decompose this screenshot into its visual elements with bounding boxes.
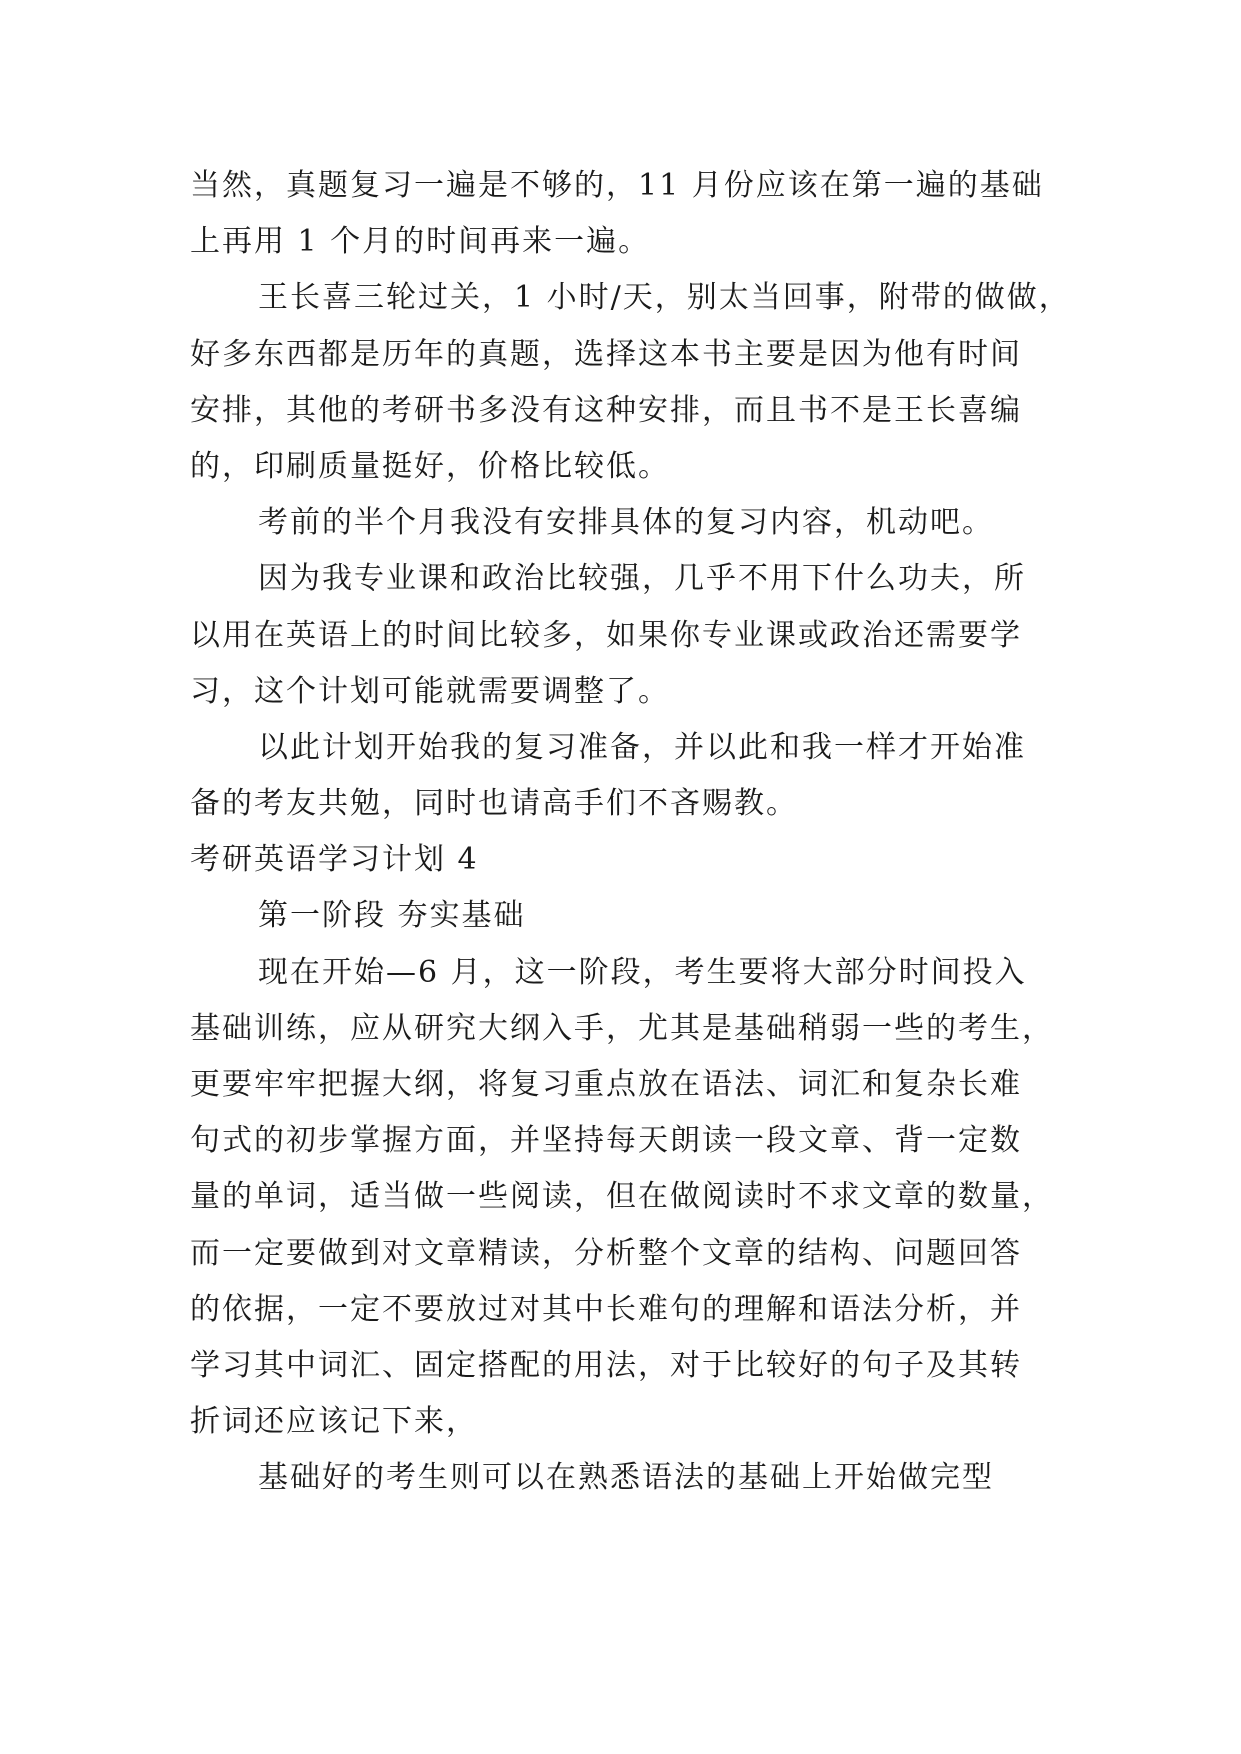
text-line: 习，这个计划可能就需要调整了。 <box>190 673 670 709</box>
text-line: 的，印刷质量挺好，价格比较低。 <box>190 448 670 484</box>
text-line: 更要牢牢把握大纲，将复习重点放在语法、词汇和复杂长难 <box>190 1067 1022 1102</box>
text-line: 句式的初步掌握方面，并坚持每天朗读一段文章、背一定数 <box>190 1123 1022 1159</box>
text-line: 量的单词，适当做一些阅读，但在做阅读时不求文章的数量， <box>190 1179 1054 1215</box>
text-line: 基础训练，应从研究大纲入手，尤其是基础稍弱一些的考生， <box>190 1010 1054 1046</box>
text-line: 学习其中词汇、固定搭配的用法，对于比较好的句子及其转 <box>190 1347 1022 1383</box>
text-line: 上再用 1 个月的时间再来一遍。 <box>190 224 651 260</box>
paragraph-start-line: 基础好的考生则可以在熟悉语法的基础上开始做完型 <box>258 1460 994 1496</box>
text-line: 好多东西都是历年的真题，选择这本书主要是因为他有时间 <box>190 336 1022 372</box>
text-line: 折词还应该记下来， <box>190 1404 478 1440</box>
text-line: 安排，其他的考研书多没有这种安排，而且书不是王长喜编 <box>190 392 1022 428</box>
text-line: 而一定要做到对文章精读，分析整个文章的结构、问题回答 <box>190 1235 1022 1271</box>
document-body <box>190 158 1090 1507</box>
paragraph-start-line: 以此计划开始我的复习准备，并以此和我一样才开始准 <box>258 729 1026 765</box>
paragraph-start-line: 因为我专业课和政治比较强，几乎不用下什么功夫，所 <box>258 561 1026 597</box>
text-line: 备的考友共勉，同时也请高手们不吝赐教。 <box>190 786 798 822</box>
section-heading: 考研英语学习计划 4 <box>190 842 479 878</box>
paragraph-start-line: 现在开始—6 月，这一阶段，考生要将大部分时间投入 <box>258 954 1027 990</box>
text-line: 的依据，一定不要放过对其中长难句的理解和语法分析，并 <box>190 1291 1022 1327</box>
paragraph-start-line: 考前的半个月我没有安排具体的复习内容，机动吧。 <box>258 505 994 541</box>
paragraph-start-line: 王长喜三轮过关，1 小时/天，别太当回事，附带的做做， <box>258 280 1071 316</box>
text-line: 当然，真题复习一遍是不够的，11 月份应该在第一遍的基础 <box>190 168 1044 203</box>
stage-heading: 第一阶段 夯实基础 <box>258 898 526 934</box>
text-line: 以用在英语上的时间比较多，如果你专业课或政治还需要学 <box>190 617 1022 653</box>
